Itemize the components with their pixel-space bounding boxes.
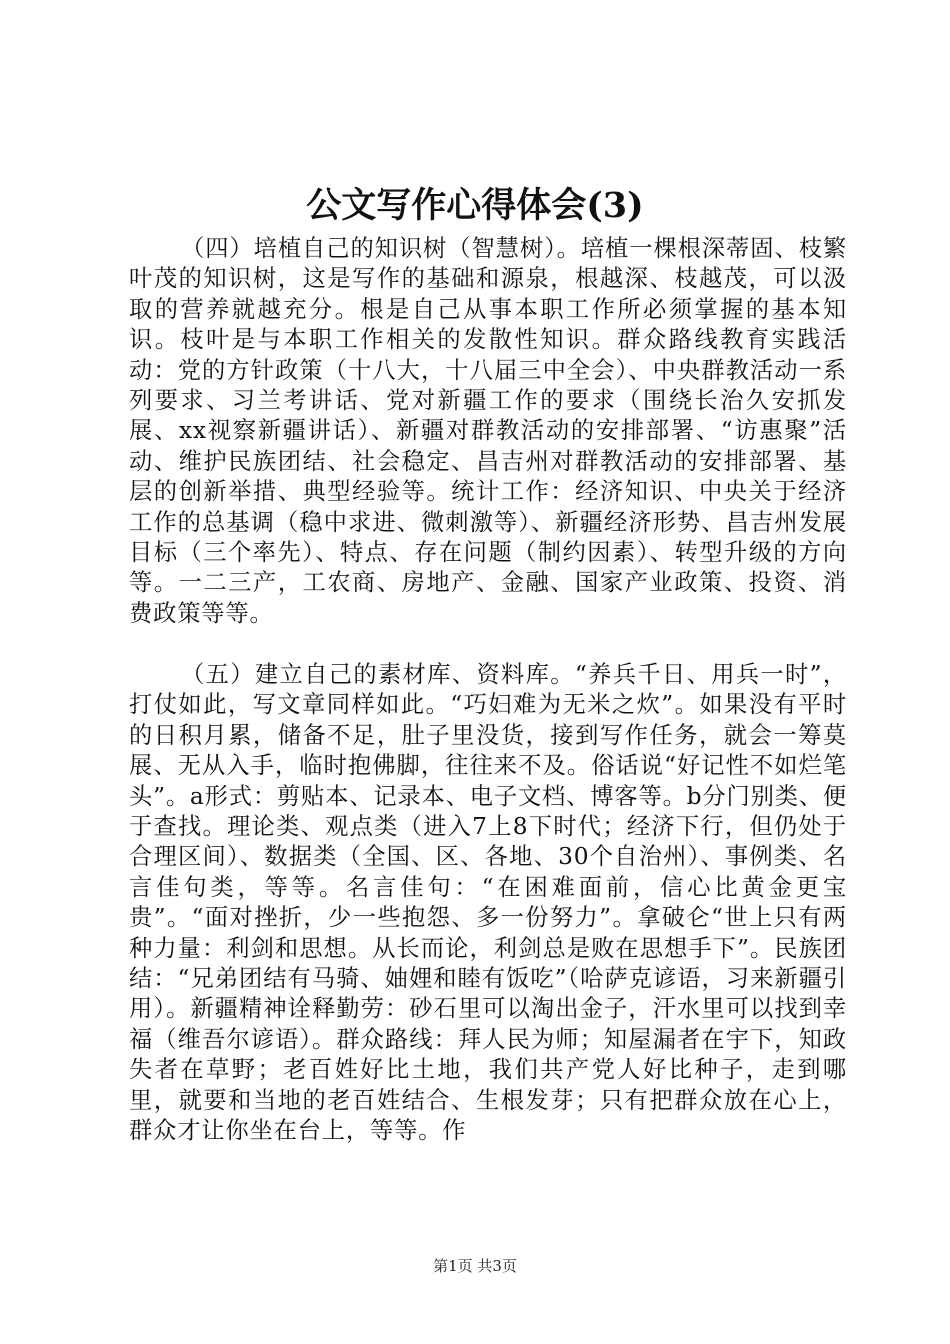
document-title: 公文写作心得体会(3) — [306, 185, 644, 226]
paragraph-material-library: （五）建立自己的素材库、资料库。“养兵千日、用兵一时”，打仗如此，写文章同样如此。“巧妇难为无米之炊”。如果没有平时的日积月累，储备不足，肚子里没货，接到写作任务，就会一筹莫展、无从入手，临时抱佛脚，往往来不及。俗话说“好记性不如烂笔头”。a形式：剪贴本、记录本、电子文档、博客等。b分门别类、便于查找。理论类、观点类（进入7上8下时代；经济下行，但仍处于合理区间）、数据类（全国、区、各地、30个自治州）、事例类、名言佳句类，等等。名言佳句：“在困难面前，信心比黄金更宝贵”。“面对挫折，少一些抱怨、多一份努力”。拿破仑“世上只有两种力量：利剑和思想。从长而论，利剑总是败在思想手下”。民族团结：“兄弟团结有马骑、妯娌和睦有饭吃”（哈萨克谚语，习来新疆引用）。新疆精神诠释勤劳：砂石里可以淘出金子，汗水里可以找到幸福（维吾尔谚语）。群众路线：拜人民为师；知屋漏者在宇下，知政失者在草野；老百姓好比土地，我们共产党人好比种子，走到哪里，就要和当地的老百姓结合、生根发芽；只有把群众放在心上，群众才让你坐在台上，等等。作 — [129, 661, 847, 1145]
paragraph-knowledge-tree: （四）培植自己的知识树（智慧树）。培植一棵根深蒂固、枝繁叶茂的知识树，这是写作的基础和源泉，根越深、枝越茂，可以汲取的营养就越充分。根是自己从事本职工作所必须掌握的基本知识。枝叶是与本职工作相关的发散性知识。群众路线教育实践活动：党的方针政策（十八大，十八届三中全会）、中央群教活动一系列要求、习兰考讲话、党对新疆工作的要求（围绕长治久安抓发展、xx视察新疆讲话）、新疆对群教活动的安排部署、“访惠聚”活动、维护民族团结、社会稳定、昌吉州对群教活动的安排部署、基层的创新举措、典型经验等。统计工作：经济知识、中央关于经济工作的总基调（稳中求进、微刺激等）、新疆经济形势、昌吉州发展目标（三个率先）、特点、存在问题（制约因素）、转型升级的方向等。一二三产，工农商、房地产、金融、国家产业政策、投资、消费政策等等。 — [129, 235, 847, 627]
page-footer: 第1页 共3页 — [433, 1257, 517, 1275]
